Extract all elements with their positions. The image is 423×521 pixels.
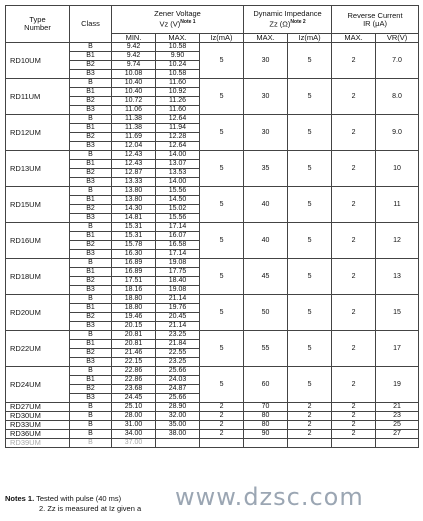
class-cell: B2 [70, 61, 112, 70]
class-cell: B [70, 151, 112, 160]
vz-min-cell: 28.00 [112, 412, 156, 421]
vz-min-cell: 13.80 [112, 187, 156, 196]
iz-cell: 5 [200, 187, 244, 223]
vz-max-cell: 19.08 [156, 259, 200, 268]
vz-max-cell: 23.25 [156, 331, 200, 340]
vz-max-cell: 25.66 [156, 367, 200, 376]
ziz-cell: 5 [288, 367, 332, 403]
class-cell: B2 [70, 313, 112, 322]
class-cell: B1 [70, 160, 112, 169]
iz-cell: 2 [200, 412, 244, 421]
vz-max-cell: 24.87 [156, 385, 200, 394]
class-cell: B1 [70, 232, 112, 241]
vz-max-cell: 17.14 [156, 223, 200, 232]
zmax-cell: 30 [244, 115, 288, 151]
vz-min-cell: 22.86 [112, 367, 156, 376]
class-cell: B [70, 403, 112, 412]
irmax-cell: 2 [332, 412, 376, 421]
vz-max-cell: 11.94 [156, 124, 200, 133]
ziz-cell [288, 439, 332, 448]
zmax-cell: 80 [244, 412, 288, 421]
class-cell: B3 [70, 358, 112, 367]
vz-max-cell: 12.64 [156, 142, 200, 151]
vz-min-cell: 12.04 [112, 142, 156, 151]
vz-min-cell: 24.45 [112, 394, 156, 403]
vz-max-cell: 14.00 [156, 178, 200, 187]
zmax-cell: 90 [244, 430, 288, 439]
class-cell: B2 [70, 169, 112, 178]
iz-cell: 5 [200, 367, 244, 403]
iz-cell: 2 [200, 430, 244, 439]
vz-min-cell: 20.81 [112, 340, 156, 349]
vz-max-cell: 17.75 [156, 268, 200, 277]
vz-min-cell: 16.89 [112, 268, 156, 277]
vz-max-cell: 25.66 [156, 394, 200, 403]
irmax-cell: 2 [332, 79, 376, 115]
vz-max-cell: 21.84 [156, 340, 200, 349]
class-cell: B [70, 259, 112, 268]
class-cell: B [70, 295, 112, 304]
vr-cell: 7.0 [376, 43, 419, 79]
vz-min-cell: 34.00 [112, 430, 156, 439]
vz-max-cell: 12.64 [156, 115, 200, 124]
vz-max-cell: 20.45 [156, 313, 200, 322]
ziz-cell: 2 [288, 421, 332, 430]
class-cell: B3 [70, 394, 112, 403]
type-number-cell: RD15UM [6, 187, 70, 223]
type-number-cell: RD30UM [6, 412, 70, 421]
class-cell: B2 [70, 205, 112, 214]
irmax-cell: 2 [332, 403, 376, 412]
vr-cell: 27 [376, 430, 419, 439]
vz-max-cell: 14.50 [156, 196, 200, 205]
irmax-cell: 2 [332, 223, 376, 259]
iz-cell: 5 [200, 295, 244, 331]
irmax-cell: 2 [332, 430, 376, 439]
vz-max-cell: 32.00 [156, 412, 200, 421]
type-number-cell: RD13UM [6, 151, 70, 187]
vr-cell: 21 [376, 403, 419, 412]
irmax-cell: 2 [332, 43, 376, 79]
table-row [6, 295, 419, 304]
header-iz-ma: Iz(mA) [200, 34, 244, 43]
zmax-cell: 70 [244, 403, 288, 412]
zmax-cell [244, 439, 288, 448]
ziz-cell: 5 [288, 115, 332, 151]
class-cell: B3 [70, 250, 112, 259]
irmax-cell: 2 [332, 331, 376, 367]
zmax-cell: 80 [244, 421, 288, 430]
type-number-cell: RD24UM [6, 367, 70, 403]
type-number-cell: RD22UM [6, 331, 70, 367]
vz-min-cell: 25.10 [112, 403, 156, 412]
class-cell: B3 [70, 322, 112, 331]
vz-max-cell: 10.58 [156, 43, 200, 52]
vz-max-cell: 19.08 [156, 286, 200, 295]
vz-max-cell: 10.58 [156, 70, 200, 79]
class-cell: B1 [70, 268, 112, 277]
zmax-cell: 40 [244, 223, 288, 259]
header-reverse-current-title: Reverse Current [347, 10, 403, 20]
class-cell: B3 [70, 214, 112, 223]
table-row [6, 259, 419, 268]
vr-cell: 11 [376, 187, 419, 223]
iz-cell: 5 [200, 259, 244, 295]
vz-min-cell: 15.31 [112, 223, 156, 232]
vz-min-cell: 20.81 [112, 331, 156, 340]
vz-min-cell: 12.43 [112, 160, 156, 169]
class-cell: B1 [70, 88, 112, 97]
irmax-cell: 2 [332, 115, 376, 151]
class-cell: B3 [70, 178, 112, 187]
vz-max-cell: 15.02 [156, 205, 200, 214]
header-max: MAX. [156, 34, 200, 43]
zmax-cell: 30 [244, 43, 288, 79]
header-zener-voltage [112, 6, 244, 34]
table-row [6, 421, 419, 430]
type-number-cell: RD16UM [6, 223, 70, 259]
vz-max-cell: 16.58 [156, 241, 200, 250]
type-number-cell: RD20UM [6, 295, 70, 331]
vz-min-cell: 18.80 [112, 295, 156, 304]
vz-max-cell: 12.28 [156, 133, 200, 142]
notes-label: Notes 1. [5, 494, 35, 503]
class-cell: B3 [70, 106, 112, 115]
iz-cell: 5 [200, 115, 244, 151]
class-cell: B2 [70, 349, 112, 358]
notes [5, 494, 141, 514]
vz-min-cell: 9.42 [112, 43, 156, 52]
ziz-cell: 5 [288, 43, 332, 79]
vz-min-cell: 11.38 [112, 115, 156, 124]
vz-min-cell: 10.72 [112, 97, 156, 106]
note-1: Tested with pulse (40 ms) [36, 494, 122, 503]
table-row [6, 223, 419, 232]
vz-max-cell: 35.00 [156, 421, 200, 430]
vr-cell: 17 [376, 331, 419, 367]
vr-cell: 8.0 [376, 79, 419, 115]
zmax-cell: 45 [244, 259, 288, 295]
table-row [6, 331, 419, 340]
table-row [6, 430, 419, 439]
vz-min-cell: 14.30 [112, 205, 156, 214]
table-body [6, 43, 419, 448]
type-number-cell: RD36UM [6, 430, 70, 439]
vz-max-cell: 13.53 [156, 169, 200, 178]
vz-max-cell: 21.14 [156, 295, 200, 304]
header-zz-label: Zz (Ω) [269, 19, 291, 29]
class-cell: B3 [70, 286, 112, 295]
header-zz-max: MAX. [244, 34, 288, 43]
irmax-cell [332, 439, 376, 448]
vz-min-cell: 17.51 [112, 277, 156, 286]
class-cell: B2 [70, 385, 112, 394]
header-min: MIN. [112, 34, 156, 43]
class-cell: B1 [70, 376, 112, 385]
zmax-cell: 50 [244, 295, 288, 331]
vz-min-cell: 14.81 [112, 214, 156, 223]
class-cell: B1 [70, 52, 112, 61]
class-cell: B [70, 367, 112, 376]
table-row [6, 115, 419, 124]
class-cell: B [70, 439, 112, 448]
spec-sheet [5, 5, 418, 448]
zmax-cell: 30 [244, 79, 288, 115]
type-number-cell: RD11UM [6, 79, 70, 115]
table-row [6, 367, 419, 376]
header-type: Type [29, 15, 46, 24]
vz-max-cell: 18.40 [156, 277, 200, 286]
iz-cell: 5 [200, 79, 244, 115]
vr-cell: 23 [376, 412, 419, 421]
class-cell: B [70, 331, 112, 340]
class-cell: B1 [70, 340, 112, 349]
table-row [6, 412, 419, 421]
class-cell: B3 [70, 142, 112, 151]
vz-max-cell: 10.24 [156, 61, 200, 70]
header-number: Number [24, 23, 51, 32]
vr-cell: 9.0 [376, 115, 419, 151]
header-ir-max: MAX. [332, 34, 376, 43]
vz-min-cell: 11.69 [112, 133, 156, 142]
vz-max-cell: 24.03 [156, 376, 200, 385]
zmax-cell: 40 [244, 187, 288, 223]
ziz-cell: 5 [288, 223, 332, 259]
vz-max-cell: 28.90 [156, 403, 200, 412]
note2-ref: Note 2 [290, 19, 306, 26]
class-cell: B2 [70, 133, 112, 142]
iz-cell: 2 [200, 403, 244, 412]
class-cell: B [70, 187, 112, 196]
vz-max-cell: 14.00 [156, 151, 200, 160]
zmax-cell: 60 [244, 367, 288, 403]
iz-cell: 5 [200, 151, 244, 187]
vz-min-cell: 10.08 [112, 70, 156, 79]
iz-cell: 5 [200, 331, 244, 367]
ziz-cell: 2 [288, 412, 332, 421]
table-row [6, 43, 419, 52]
type-number-cell: RD39UM [6, 439, 70, 448]
table-row [6, 187, 419, 196]
vz-max-cell: 15.56 [156, 214, 200, 223]
ziz-cell: 5 [288, 295, 332, 331]
class-cell: B [70, 412, 112, 421]
vz-min-cell: 18.80 [112, 304, 156, 313]
header-reverse-current [332, 6, 419, 34]
header-type-number [6, 6, 70, 43]
ziz-cell: 2 [288, 430, 332, 439]
vz-max-cell: 11.60 [156, 106, 200, 115]
type-number-cell: RD10UM [6, 43, 70, 79]
vz-min-cell: 18.16 [112, 286, 156, 295]
vz-min-cell: 20.15 [112, 322, 156, 331]
table-row [6, 439, 419, 448]
type-number-cell: RD27UM [6, 403, 70, 412]
vz-min-cell: 31.00 [112, 421, 156, 430]
vz-max-cell: 17.14 [156, 250, 200, 259]
header-zener-voltage-title: Zener Voltage [154, 9, 201, 19]
irmax-cell: 2 [332, 187, 376, 223]
vz-min-cell: 22.86 [112, 376, 156, 385]
header-vr-v: VR(V) [376, 34, 419, 43]
vr-cell: 15 [376, 295, 419, 331]
class-cell: B [70, 79, 112, 88]
class-cell: B3 [70, 70, 112, 79]
table-row [6, 79, 419, 88]
class-cell: B1 [70, 196, 112, 205]
vz-min-cell: 9.42 [112, 52, 156, 61]
class-cell: B [70, 43, 112, 52]
ziz-cell: 5 [288, 331, 332, 367]
class-cell: B [70, 115, 112, 124]
header-dynamic-impedance [244, 6, 332, 34]
irmax-cell: 2 [332, 259, 376, 295]
class-cell: B2 [70, 97, 112, 106]
irmax-cell: 2 [332, 367, 376, 403]
vz-max-cell: 11.26 [156, 97, 200, 106]
vr-cell: 13 [376, 259, 419, 295]
vz-max-cell: 13.07 [156, 160, 200, 169]
vr-cell: 19 [376, 367, 419, 403]
vz-max-cell [156, 439, 200, 448]
type-number-cell: RD18UM [6, 259, 70, 295]
header-vz-label: Vz (V) [159, 19, 181, 29]
vz-min-cell: 19.46 [112, 313, 156, 322]
header-class: Class [70, 6, 112, 43]
class-cell: B [70, 430, 112, 439]
header-dynamic-impedance-title: Dynamic Impedance [253, 9, 322, 19]
vz-max-cell: 23.25 [156, 358, 200, 367]
class-cell: B1 [70, 304, 112, 313]
vz-max-cell: 19.76 [156, 304, 200, 313]
ziz-cell: 5 [288, 151, 332, 187]
table-row [6, 403, 419, 412]
vz-min-cell: 16.30 [112, 250, 156, 259]
ziz-cell: 5 [288, 259, 332, 295]
vz-max-cell: 10.92 [156, 88, 200, 97]
zmax-cell: 55 [244, 331, 288, 367]
class-cell: B [70, 421, 112, 430]
vr-cell: 10 [376, 151, 419, 187]
vz-max-cell: 21.14 [156, 322, 200, 331]
iz-cell [200, 439, 244, 448]
class-cell: B2 [70, 277, 112, 286]
header-ir-label: IR (μA) [363, 18, 387, 28]
zmax-cell: 35 [244, 151, 288, 187]
vz-max-cell: 15.56 [156, 187, 200, 196]
vz-min-cell: 16.89 [112, 259, 156, 268]
type-number-cell: RD12UM [6, 115, 70, 151]
vz-min-cell: 10.40 [112, 79, 156, 88]
vz-min-cell: 23.68 [112, 385, 156, 394]
watermark: www.dzsc.com [175, 483, 364, 511]
vr-cell [376, 439, 419, 448]
note-2: 2. Zz is measured at Iz given a [39, 504, 142, 513]
vr-cell: 25 [376, 421, 419, 430]
zener-diode-table [5, 5, 419, 448]
iz-cell: 2 [200, 421, 244, 430]
class-cell: B [70, 223, 112, 232]
table-row [6, 151, 419, 160]
irmax-cell: 2 [332, 151, 376, 187]
vz-min-cell: 10.40 [112, 88, 156, 97]
class-cell: B2 [70, 241, 112, 250]
ziz-cell: 2 [288, 403, 332, 412]
type-number-cell: RD33UM [6, 421, 70, 430]
vz-max-cell: 38.00 [156, 430, 200, 439]
iz-cell: 5 [200, 43, 244, 79]
vz-min-cell: 22.15 [112, 358, 156, 367]
vz-min-cell: 13.33 [112, 178, 156, 187]
vz-min-cell: 15.78 [112, 241, 156, 250]
vz-min-cell: 13.80 [112, 196, 156, 205]
vz-min-cell: 21.46 [112, 349, 156, 358]
vz-max-cell: 16.07 [156, 232, 200, 241]
note1-ref: Note 1 [180, 19, 196, 26]
ziz-cell: 5 [288, 187, 332, 223]
irmax-cell: 2 [332, 295, 376, 331]
vz-min-cell: 15.31 [112, 232, 156, 241]
iz-cell: 5 [200, 223, 244, 259]
vz-max-cell: 9.90 [156, 52, 200, 61]
vz-min-cell: 11.06 [112, 106, 156, 115]
vz-min-cell: 11.38 [112, 124, 156, 133]
vz-min-cell: 12.43 [112, 151, 156, 160]
vz-min-cell: 12.87 [112, 169, 156, 178]
irmax-cell: 2 [332, 421, 376, 430]
vz-max-cell: 22.55 [156, 349, 200, 358]
header-zz-iz-ma: Iz(mA) [288, 34, 332, 43]
class-cell: B1 [70, 124, 112, 133]
vr-cell: 12 [376, 223, 419, 259]
vz-min-cell: 9.74 [112, 61, 156, 70]
vz-max-cell: 11.60 [156, 79, 200, 88]
vz-min-cell: 37.00 [112, 439, 156, 448]
ziz-cell: 5 [288, 79, 332, 115]
